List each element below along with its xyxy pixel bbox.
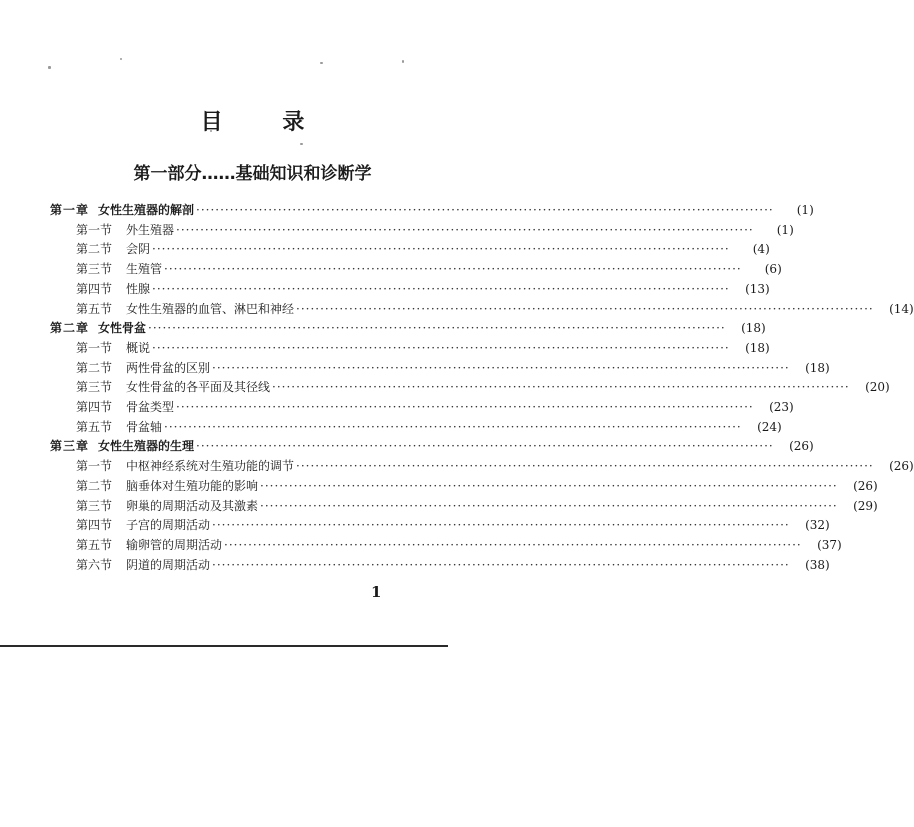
toc-entry-number: 第一节	[76, 459, 113, 474]
toc-dot-leader: ························································································································	[296, 459, 874, 474]
toc-dot-leader: ························································································································	[260, 478, 838, 493]
scan-speck	[48, 66, 51, 69]
toc-section-row	[76, 377, 890, 397]
toc-entry-page: (37)	[817, 537, 842, 552]
toc-entry-number: 第六节	[76, 557, 113, 572]
toc-section-row	[76, 496, 878, 516]
toc-dot-leader: ························································································································	[196, 203, 774, 217]
toc-section-row	[76, 555, 830, 575]
toc-entry-title: 女性生殖器的血管、淋巴和神经	[126, 301, 295, 316]
toc-entry-title: 阴道的周期活动	[126, 557, 211, 572]
toc-entry-number: 第五节	[76, 537, 113, 552]
toc-entry-title: 外生殖器	[126, 222, 175, 237]
toc-entry-title: 性腺	[126, 281, 151, 296]
toc-section-row	[76, 397, 794, 417]
toc-entry-page: (13)	[745, 281, 770, 296]
toc-section-row	[76, 417, 782, 437]
toc-dot-leader: ························································································································	[152, 242, 730, 257]
toc-dot-leader: ························································································································	[296, 301, 874, 316]
toc-entry-page: (4)	[752, 242, 770, 257]
toc-entry-title: 女性骨盆	[98, 321, 147, 336]
scan-speck	[320, 62, 323, 64]
toc-entry-title: 会阴	[126, 242, 151, 257]
toc-entry-title: 女性骨盆的各平面及其径线	[126, 380, 271, 395]
toc-entry-page: (26)	[789, 439, 814, 454]
toc-section-row	[76, 259, 782, 279]
toc-entry-number: 第二节	[76, 478, 113, 493]
toc-entry-page: (29)	[853, 498, 878, 513]
toc-entry-number: 第一章	[50, 203, 90, 217]
toc-entry-page: (23)	[769, 400, 794, 414]
toc-entry-title: 生殖管	[126, 262, 163, 277]
toc-entry-page: (24)	[757, 419, 782, 434]
toc-dot-leader: ························································································································	[176, 222, 754, 237]
toc-entry-page: (20)	[865, 380, 890, 395]
scan-speck	[402, 60, 404, 63]
scan-speck	[300, 143, 303, 145]
toc-section-row	[76, 476, 878, 496]
toc-entry-title: 卵巢的周期活动及其激素	[126, 498, 259, 513]
toc-section-row	[76, 456, 914, 476]
toc-entry-page: (1)	[796, 203, 814, 217]
toc-entry-page: (6)	[764, 262, 782, 277]
toc-entry-page: (14)	[889, 301, 914, 316]
toc-entry-title: 脑垂体对生殖功能的影响	[126, 478, 259, 493]
toc-entry-number: 第四节	[76, 518, 113, 533]
toc-dot-leader: ························································································································	[164, 262, 742, 277]
toc-dot-leader: ························································································································	[152, 281, 730, 296]
toc-dot-leader: ························································································································	[152, 340, 730, 355]
toc-section-row	[76, 515, 830, 535]
page-bottom-rule	[0, 645, 448, 647]
toc-entry-page: (32)	[805, 518, 830, 533]
toc-entry-number: 第五节	[76, 301, 113, 316]
toc-entry-title: 输卵管的周期活动	[126, 537, 223, 552]
toc-dot-leader: ························································································································	[260, 498, 838, 513]
toc-section-row	[76, 535, 842, 555]
toc-dot-leader: ························································································································	[224, 537, 802, 552]
toc-dot-leader: ························································································································	[164, 419, 742, 434]
toc-chapter-row	[50, 318, 766, 338]
toc-dot-leader: ························································································································	[272, 380, 850, 395]
toc-entry-page: (38)	[805, 557, 830, 572]
toc-entry-title: 骨盆轴	[126, 419, 163, 434]
toc-dot-leader: ························································································································	[212, 518, 790, 533]
toc-dot-leader: ························································································································	[148, 321, 726, 336]
toc-entry-title: 两性骨盆的区别	[126, 360, 211, 375]
toc-entry-page: (26)	[853, 478, 878, 493]
page-title: 目 录	[200, 109, 331, 135]
toc-entry-number: 第二节	[76, 242, 113, 257]
toc-entry-number: 第三节	[76, 498, 113, 513]
toc-entry-page: (18)	[805, 360, 830, 375]
toc-entry-number: 第二节	[76, 360, 113, 375]
toc-entry-title: 女性生殖器的解剖	[98, 203, 195, 217]
page-number: 1	[371, 583, 382, 601]
toc-entry-title: 骨盆类型	[126, 400, 175, 414]
toc-section-row	[76, 239, 770, 259]
toc-dot-leader: ························································································································	[196, 439, 774, 454]
toc-chapter-row	[50, 436, 814, 456]
toc-entry-number: 第三节	[76, 262, 113, 277]
toc-entry-page: (1)	[776, 222, 794, 237]
toc-section-row	[76, 358, 830, 378]
part-title: 第一部分……基础知识和诊断学	[133, 164, 372, 184]
scan-speck	[120, 58, 122, 60]
toc-entry-number: 第三节	[76, 380, 113, 395]
toc-entry-number: 第三章	[50, 439, 90, 454]
toc-dot-leader: ························································································································	[176, 400, 754, 414]
toc-entry-title: 中枢神经系统对生殖功能的调节	[126, 459, 295, 474]
toc-section-row	[76, 279, 770, 299]
toc-section-row	[76, 220, 794, 240]
toc-entry-number: 第五节	[76, 419, 113, 434]
toc-section-row	[76, 338, 770, 358]
toc-entry-page: (26)	[889, 459, 914, 474]
toc-entry-number: 第四节	[76, 281, 113, 296]
toc-dot-leader: ························································································································	[212, 360, 790, 375]
toc-entry-title: 女性生殖器的生理	[98, 439, 195, 454]
toc-section-row	[76, 299, 914, 319]
toc-entry-page: (18)	[741, 321, 766, 336]
toc-dot-leader: ························································································································	[212, 557, 790, 572]
toc-entry-page: (18)	[745, 340, 770, 355]
toc-entry-title: 概说	[126, 340, 151, 355]
toc-entry-title: 子宫的周期活动	[126, 518, 211, 533]
toc-entry-number: 第四节	[76, 400, 113, 414]
toc-entry-number: 第二章	[50, 321, 90, 336]
toc-entry-number: 第一节	[76, 222, 113, 237]
toc-chapter-row	[50, 200, 814, 220]
toc-entry-number: 第一节	[76, 340, 113, 355]
